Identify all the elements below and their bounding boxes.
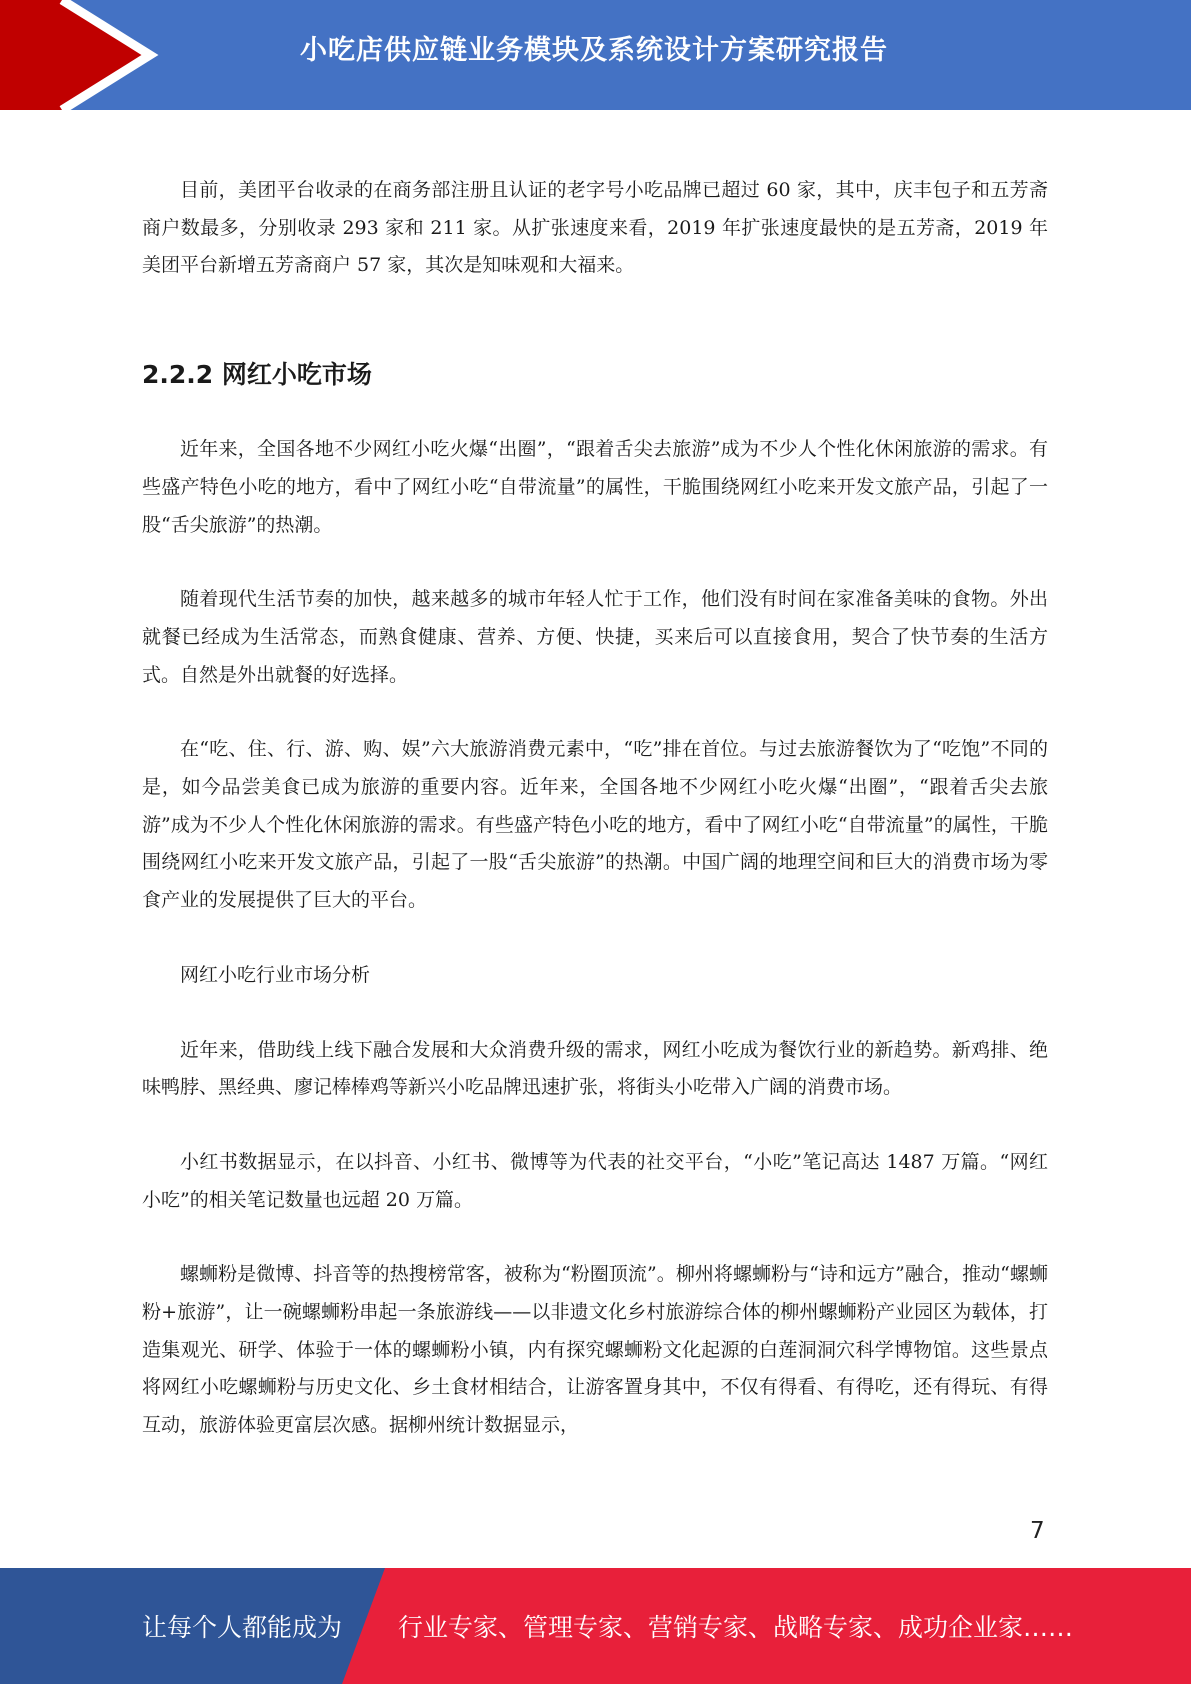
page-footer [0, 1568, 1191, 1684]
paragraph-lifestyle: 随着现代生活节奏的加快，越来越多的城市年轻人忙于工作，他们没有时间在家准备美味的食物。外出就餐已经成为生活常态，而熟食健康、营养、方便、快捷，买来后可以直接食用，契合了快节奏的生活方式。自然是外出就餐的好选择。 [142, 588, 1048, 686]
footer-slogan-left: 让每个人都能成为 [142, 1613, 343, 1642]
paragraph-subtitle: 网红小吃行业市场分析 [180, 963, 371, 986]
paragraph-luosifen: 螺蛳粉是微博、抖音等的热搜榜常客，被称为“粉圈顶流”。柳州将螺蛳粉与“诗和远方”融合，推动“螺蛳粉+旅游”，让一碗螺蛳粉串起一条旅游线——以非遗文化乡村旅游综合体的柳州螺蛳粉产业园区为载体，打造集观光、研学、体验于一体的螺蛳粉小镇，内有探究螺蛳粉文化起源的白莲洞洞穴科学博物馆。这些景点将网红小吃螺蛳粉与历史文化、乡土食材相结合，让游客置身其中，不仅有得看、有得吃，还有得玩、有得互动，旅游体验更富层次感。据柳州统计数据显示， [142, 1263, 1048, 1437]
report-title: 小吃店供应链业务模块及系统设计方案研究报告 [300, 35, 888, 66]
paragraph-wanghong-intro: 近年来，全国各地不少网红小吃火爆“出圈”，“跟着舌尖去旅游”成为不少人个性化休闲旅游的需求。有些盛产特色小吃的地方，看中了网红小吃“自带流量”的属性，干脆围绕网红小吃来开发文旅产品，引起了一股“舌尖旅游”的热潮。 [142, 438, 1048, 536]
page-content [142, 172, 1048, 1445]
paragraph-laozihao: 目前，美团平台收录的在商务部注册且认证的老字号小吃品牌已超过 60 家，其中，庆丰包子和五芳斋商户数最多，分别收录 293 家和 211 家。从扩张速度来看，2019 年扩张速度最快的是五芳斋，2019 年美团平台新增五芳斋商户 57 家，其次是知味观和大福来。 [142, 179, 1048, 277]
page-number: 7 [1030, 1518, 1045, 1544]
red-arrow-shape [0, 0, 150, 110]
page-header [0, 0, 1191, 110]
paragraph-market-trend: 近年来，借助线上线下融合发展和大众消费升级的需求，网红小吃成为餐饮行业的新趋势。新鸡排、绝味鸭脖、黑经典、廖记棒棒鸡等新兴小吃品牌迅速扩张，将街头小吃带入广阔的消费市场。 [142, 1038, 1048, 1099]
paragraph-xiaohongshu: 小红书数据显示，在以抖音、小红书、微博等为代表的社交平台，“小吃”笔记高达 1487 万篇。“网红小吃”的相关笔记数量也远超 20 万篇。 [142, 1150, 1048, 1211]
section-heading: 2.2.2 网红小吃市场 [142, 360, 372, 390]
footer-slogan-right: 行业专家、管理专家、营销专家、战略专家、成功企业家…… [398, 1613, 1074, 1642]
paragraph-tourism: 在“吃、住、行、游、购、娱”六大旅游消费元素中，“吃”排在首位。与过去旅游餐饮为了“吃饱”不同的是，如今品尝美食已成为旅游的重要内容。近年来，全国各地不少网红小吃火爆“出圈”，“跟着舌尖去旅游”成为不少人个性化休闲旅游的需求。有些盛产特色小吃的地方，看中了网红小吃“自带流量”的属性，干脆围绕网红小吃来开发文旅产品，引起了一股“舌尖旅游”的热潮。中国广阔的地理空间和巨大的消费市场为零食产业的发展提供了巨大的平台。 [142, 738, 1048, 912]
